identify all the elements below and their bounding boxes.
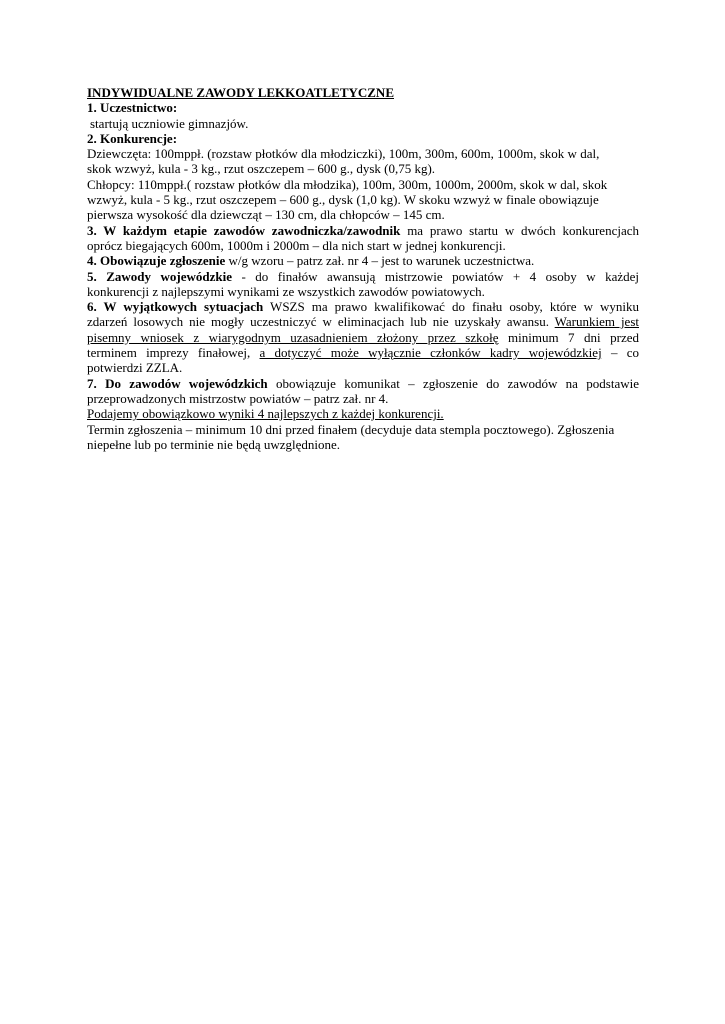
section-1-text: startują uczniowie gimnazjów. (90, 115, 249, 131)
boys-events-line-1: Chłopcy: 110mppł.( rozstaw płotków dla młodzika), 100m, 300m, 1000m, 2000m, skok w dal, skok (87, 176, 608, 192)
section-5-line-2: konkurencji z najlepszymi wynikami ze wszystkich zawodów powiatowych. (87, 283, 485, 299)
section-7-line-1: 7. Do zawodów wojewódzkich obowiązuje komunikat – zgłoszenie do zawodów na podstawie (87, 375, 639, 391)
section-5-line-1: 5. Zawody wojewódzkie - do finałów awansują mistrzowie powiatów + 4 osoby w każdej (87, 268, 639, 284)
section-7-line-2: przeprowadzonych mistrzostw powiatów – patrz zał. nr 4. (87, 390, 389, 406)
girls-events-line-2: skok wzwyż, kula - 3 kg., rzut oszczepem – 600 g., dysk (0,75 kg). (87, 161, 436, 177)
section-6-line-5: potwierdzi ZZLA. (87, 360, 183, 376)
girls-events-line-1: Dziewczęta: 100mppł. (rozstaw płotków dla młodziczki), 100m, 300m, 600m, 1000m, skok w dal, (87, 146, 600, 162)
section-4-line: 4. Obowiązuje zgłoszenie w/g wzoru – patrz zał. nr 4 – jest to warunek uczestnictwa. (87, 253, 535, 269)
deadline-line-2: niepełne lub po terminie nie będą uwzględnione. (87, 436, 341, 452)
document-page (87, 85, 639, 452)
deadline-line-1: Termin zgłoszenia – minimum 10 dni przed finałem (decyduje data stempla pocztowego). Zgłoszenia (87, 421, 615, 437)
section-2-heading: 2. Konkurencje: (87, 130, 178, 146)
section-6-line-2: zdarzeń losowych nie mogły uczestniczyć w eliminacjach lub nie uzyskały awansu. Warunkiem jest (87, 314, 639, 330)
section-1-heading: 1. Uczestnictwo: (87, 100, 178, 116)
section-3-line-2: oprócz biegających 600m, 1000m i 2000m – dla nich start w jednej konkurencji. (87, 237, 506, 253)
section-7-underlined-note: Podajemy obowiązkowo wyniki 4 najlepszych z każdej konkurencji. (87, 406, 444, 422)
document-title: INDYWIDUALNE ZAWODY LEKKOATLETYCZNE (87, 85, 394, 100)
high-jump-heights: pierwsza wysokość dla dziewcząt – 130 cm, dla chłopców – 145 cm. (87, 207, 445, 223)
section-3-line-1: 3. W każdym etapie zawodów zawodniczka/zawodnik ma prawo startu w dwóch konkurencjach (87, 222, 639, 238)
section-6-line-4: terminem imprezy finałowej, a dotyczyć może wyłącznie członków kadry wojewódzkiej – co (87, 345, 639, 361)
section-6-line-1: 6. W wyjątkowych sytuacjach WSZS ma prawo kwalifikować do finału osoby, które w wyniku (87, 299, 639, 315)
section-6-line-3: pisemny wniosek z wiarygodnym uzasadnieniem złożony przez szkołę minimum 7 dni przed (87, 329, 639, 345)
boys-events-line-2: wzwyż, kula - 5 kg., rzut oszczepem – 600 g., dysk (1,0 kg). W skoku wzwyż w finale obowiązuje (87, 192, 599, 208)
